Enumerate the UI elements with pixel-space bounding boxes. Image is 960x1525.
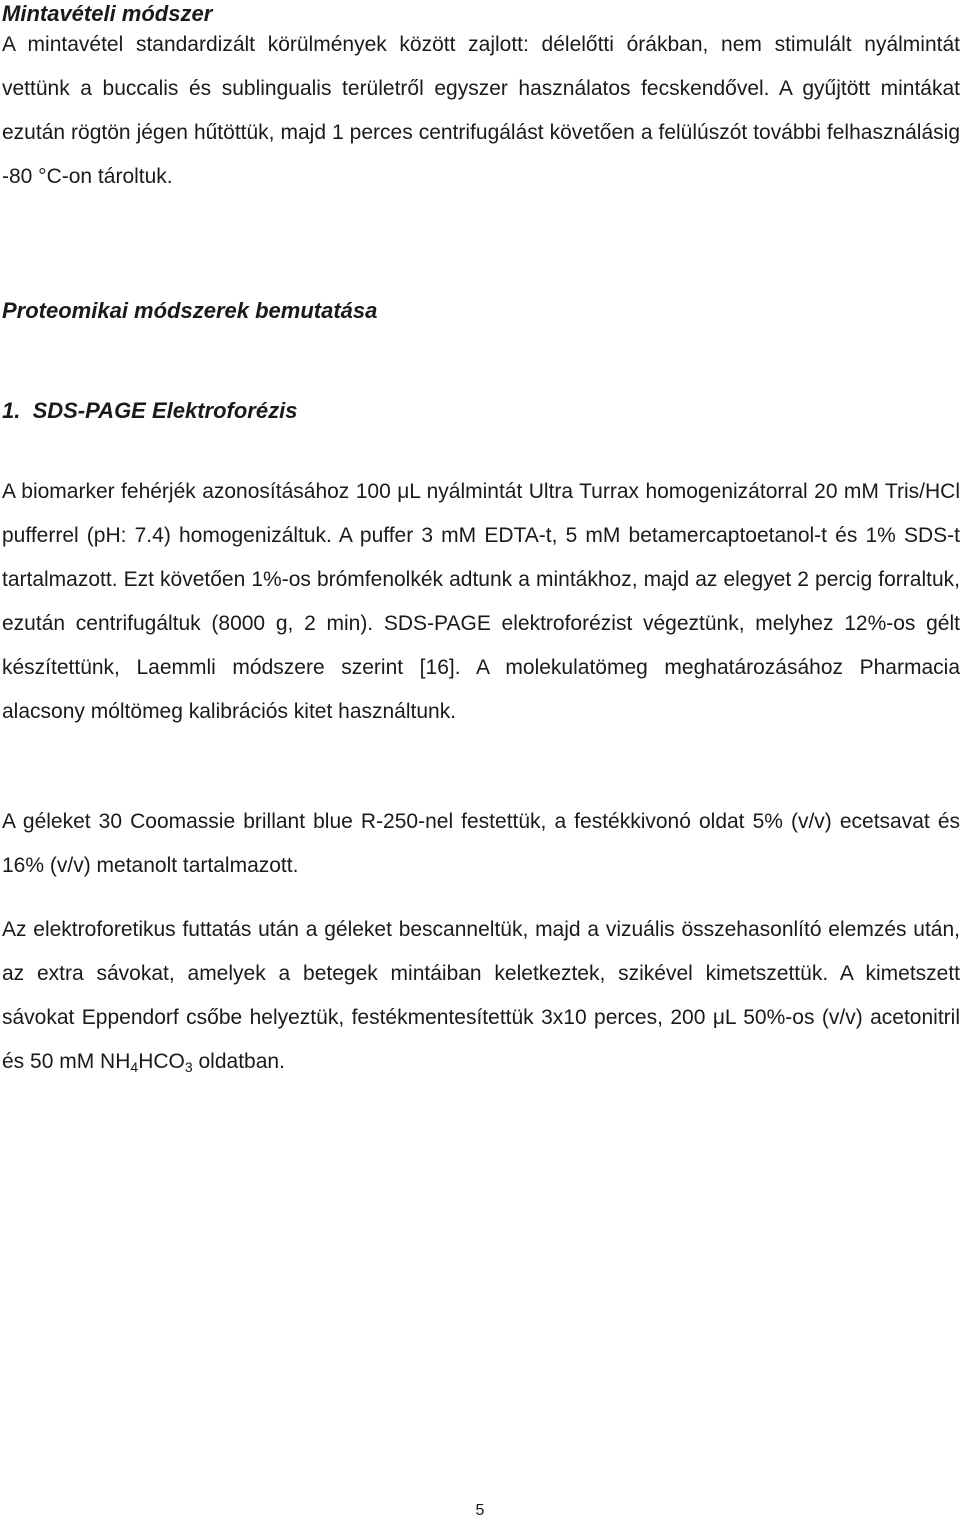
section-heading-proteomics: Proteomikai módszerek bemutatása bbox=[2, 298, 378, 323]
formula-subscript-2: 3 bbox=[184, 1059, 193, 1075]
section-heading-sampling: Mintavételi módszer bbox=[2, 1, 213, 26]
paragraph-sds-page-method: A biomarker fehérjék azonosításához 100 μL nyálmintát Ultra Turrax homogenizátorral 20 mM Tris/HCl pufferrel (pH: 7.4) homogenizáltuk. A puffer 3 mM EDTA-t, 5 mM betamercaptoetanol-t és 1% SDS-t tartalmazott. Ezt követően 1%-os brómfenolkék adtunk a mintákhoz, majd az elegyet 2 percig forraltuk, ezután centrifugáltuk (8000 g, 2 min). SDS-PAGE elektroforézist végeztünk, melyhez 12%-os gélt készítettünk, Laemmli módszere szerint [16]. A molekulatömeg meghatározásához Pharmacia alacsony móltömeg kalibrációs kitet használtunk. bbox=[2, 480, 960, 723]
page-number: 5 bbox=[475, 1502, 485, 1519]
paragraph-staining: A géleket 30 Coomassie brillant blue R-250-nel festettük, a festékkivonó oldat 5% (v/v) ecetsavat és 16% (v/v) metanolt tartalmazott. bbox=[2, 810, 960, 877]
paragraph-excision-end: oldatban. bbox=[192, 1050, 285, 1073]
paragraph-excision bbox=[2, 908, 960, 1084]
formula-subscript-1: 4 bbox=[130, 1059, 139, 1075]
paragraph-sampling: A mintavétel standardizált körülmények között zajlott: délelőtti órákban, nem stimulált nyálmintát vettünk a buccalis és sublingualis területről egyszer használatos fecskendővel. A gyűjtött mintákat ezután rögtön jégen hűtöttük, majd 1 perces centrifugálást követően a felülúszót további felhasználásig -80 °C-on tároltuk. bbox=[2, 33, 960, 188]
subsection-heading-sds-page: 1. SDS-PAGE Elektroforézis bbox=[2, 398, 298, 423]
paragraph-excision-text: Az elektroforetikus futtatás után a géleket bescanneltük, majd a vizuális összehasonlító elemzés után, az extra sávokat, amelyek a betegek mintáiban keletkeztek, szikével kimetszettük. A kimetszett sávokat Eppendorf csőbe helyeztük, festékmentesítettük 3x10 perces, 200 μL 50%-os (v/v) acetonitril és 50 mM bbox=[2, 918, 960, 1073]
formula-part-1: NH bbox=[100, 1050, 131, 1073]
chemical-formula bbox=[100, 1050, 285, 1073]
formula-part-2: HCO bbox=[138, 1050, 185, 1073]
